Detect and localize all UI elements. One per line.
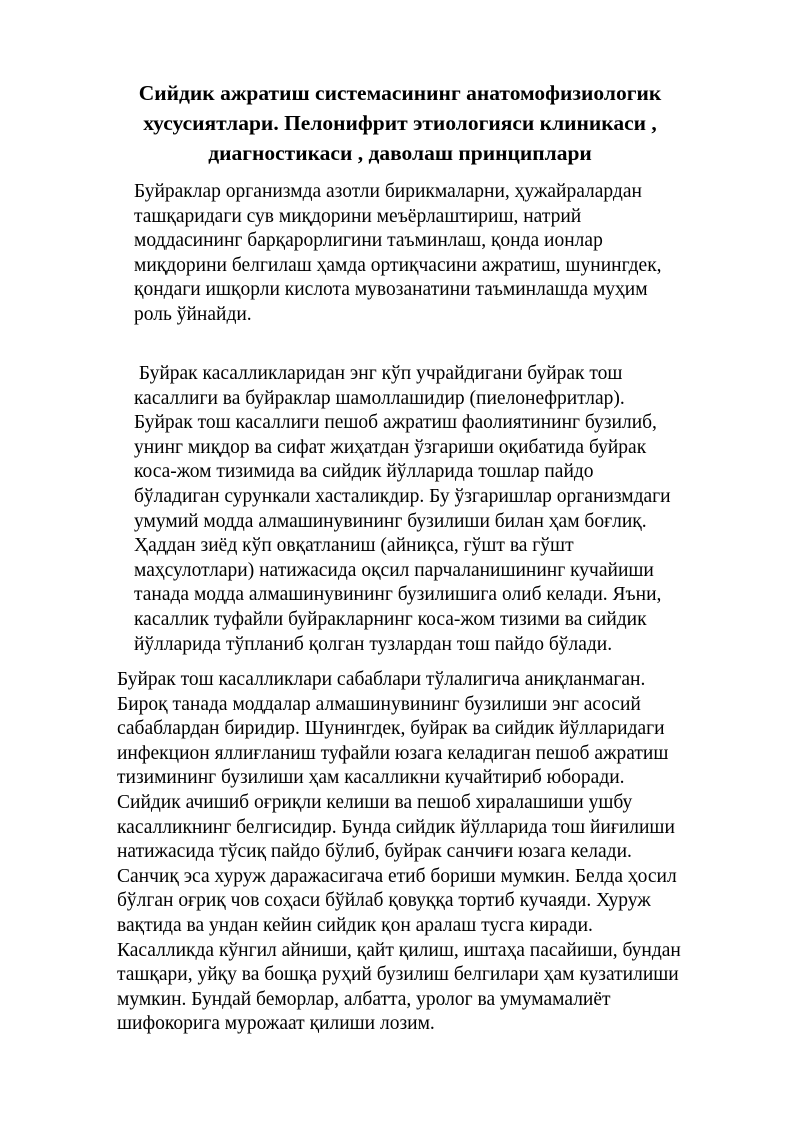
text-line: Буйраклар организмда азотли бирикмаларни, ҳужайралардан (134, 181, 642, 202)
document-title (100, 78, 700, 168)
text-line: вақтида ва ундан кейин сийдик қон аралаш тусга киради. (117, 914, 593, 936)
text-line: Сийдик ачишиб оғриқли келиши ва пешоб хиралашиши ушбу (117, 791, 633, 813)
text-line: бўлган оғриқ чов соҳаси бўйлаб қовуққа тортиб кучаяди. Хуруж (117, 890, 651, 912)
text-line: касаллик туфайли буйракларнинг коса-жом тизими ва сийдик (134, 608, 647, 630)
text-line: Буйрак тош касаллиги пешоб ажратиш фаолиятининг бузилиб, (134, 412, 657, 434)
text-line: тизимининг бузилиши ҳам касалликни кучайтириб юборади. (117, 767, 625, 789)
text-line: касаллиги ва буйраклар шамоллашидир (пиелонефритлар). (134, 387, 625, 409)
text-line: коса-жом тизимида ва сийдик йўлларида тошлар пайдо (134, 461, 594, 483)
text-line: мумкин. Бундай беморлар, албатта, уролог ва умумамалиёт (117, 988, 611, 1010)
text-line: Буйрак касалликларидан энг кўп учрайдигани буйрак тош (134, 363, 623, 384)
text-line: ташқаридаги сув миқдорини меъёрлаштириш, натрий (134, 205, 582, 227)
text-line: Бироқ танада моддалар алмашинувининг бузилиши энг асосий (117, 693, 641, 715)
text-line: маҳсулотлари) натижасида оқсил парчаланишининг кучайиши (134, 559, 654, 581)
text-line: моддасининг барқарорлигини таъминлаш, қонда ионлар (134, 230, 603, 252)
text-line: натижасида тўсиқ пайдо бўлиб, буйрак санчиғи юзага келади. (117, 841, 632, 863)
text-line: касалликнинг белгисидир. Бунда сийдик йўлларида тош йиғилиши (117, 816, 675, 838)
text-line: роль ўйнайди. (134, 303, 252, 325)
paragraph-causes-symptoms (117, 668, 681, 1037)
text-line: ташқари, уйқу ва бошқа руҳий бузилиш белгилари ҳам кузатилиши (117, 964, 679, 986)
text-line: инфекцион яллиғланиш туфайли юзага келадиган пешоб ажратиш (117, 742, 669, 764)
title-line: хусусиятлари. Пелонифрит этиологияси клиникаси , (143, 111, 657, 135)
text-line: шифокорига мурожаат қилиши лозим. (117, 1013, 435, 1035)
title-line: Сийдик ажратиш системасининг анатомофизиологик (138, 81, 662, 105)
text-line: қондаги ишқорли кислота мувозанатини таъминлашда муҳим (134, 279, 648, 301)
text-line: Касалликда кўнгил айниши, қайт қилиш, иштаҳа пасайиши, бундан (117, 939, 681, 961)
text-line: Буйрак тош касалликлари сабаблари тўлалигича аниқланмаган. (117, 669, 646, 690)
text-line: сабаблардан биридир. Шунингдек, буйрак ва сийдик йўлларидаги (117, 718, 665, 740)
text-line: миқдорини белгилаш ҳамда ортиқчасини ажратиш, шунингдек, (134, 254, 662, 276)
text-line: умумий модда алмашинувининг бузилиши билан ҳам боғлиқ. (134, 510, 647, 532)
paragraph-kidney-stone-disease (134, 362, 671, 657)
text-line: Ҳаддан зиёд кўп овқатланиш (айниқса, гўшт ва гўшт (134, 535, 574, 557)
paragraph-kidney-functions (134, 180, 662, 328)
text-line: йўлларида тўпланиб қолган тузлардан тош пайдо бўлади. (134, 633, 613, 655)
text-line: унинг миқдор ва сифат жиҳатдан ўзгариши оқибатида буйрак (134, 436, 647, 458)
text-line: Санчиқ эса хуруж даражасигача етиб бориши мумкин. Белда ҳосил (117, 865, 677, 887)
title-line: диагностикаси , даволаш принциплари (208, 141, 592, 165)
text-line: танада модда алмашинувининг бузилишига олиб келади. Яъни, (134, 584, 662, 606)
text-line: бўладиган сурункали хасталикдир. Бу ўзгаришлар организмдаги (134, 485, 671, 507)
